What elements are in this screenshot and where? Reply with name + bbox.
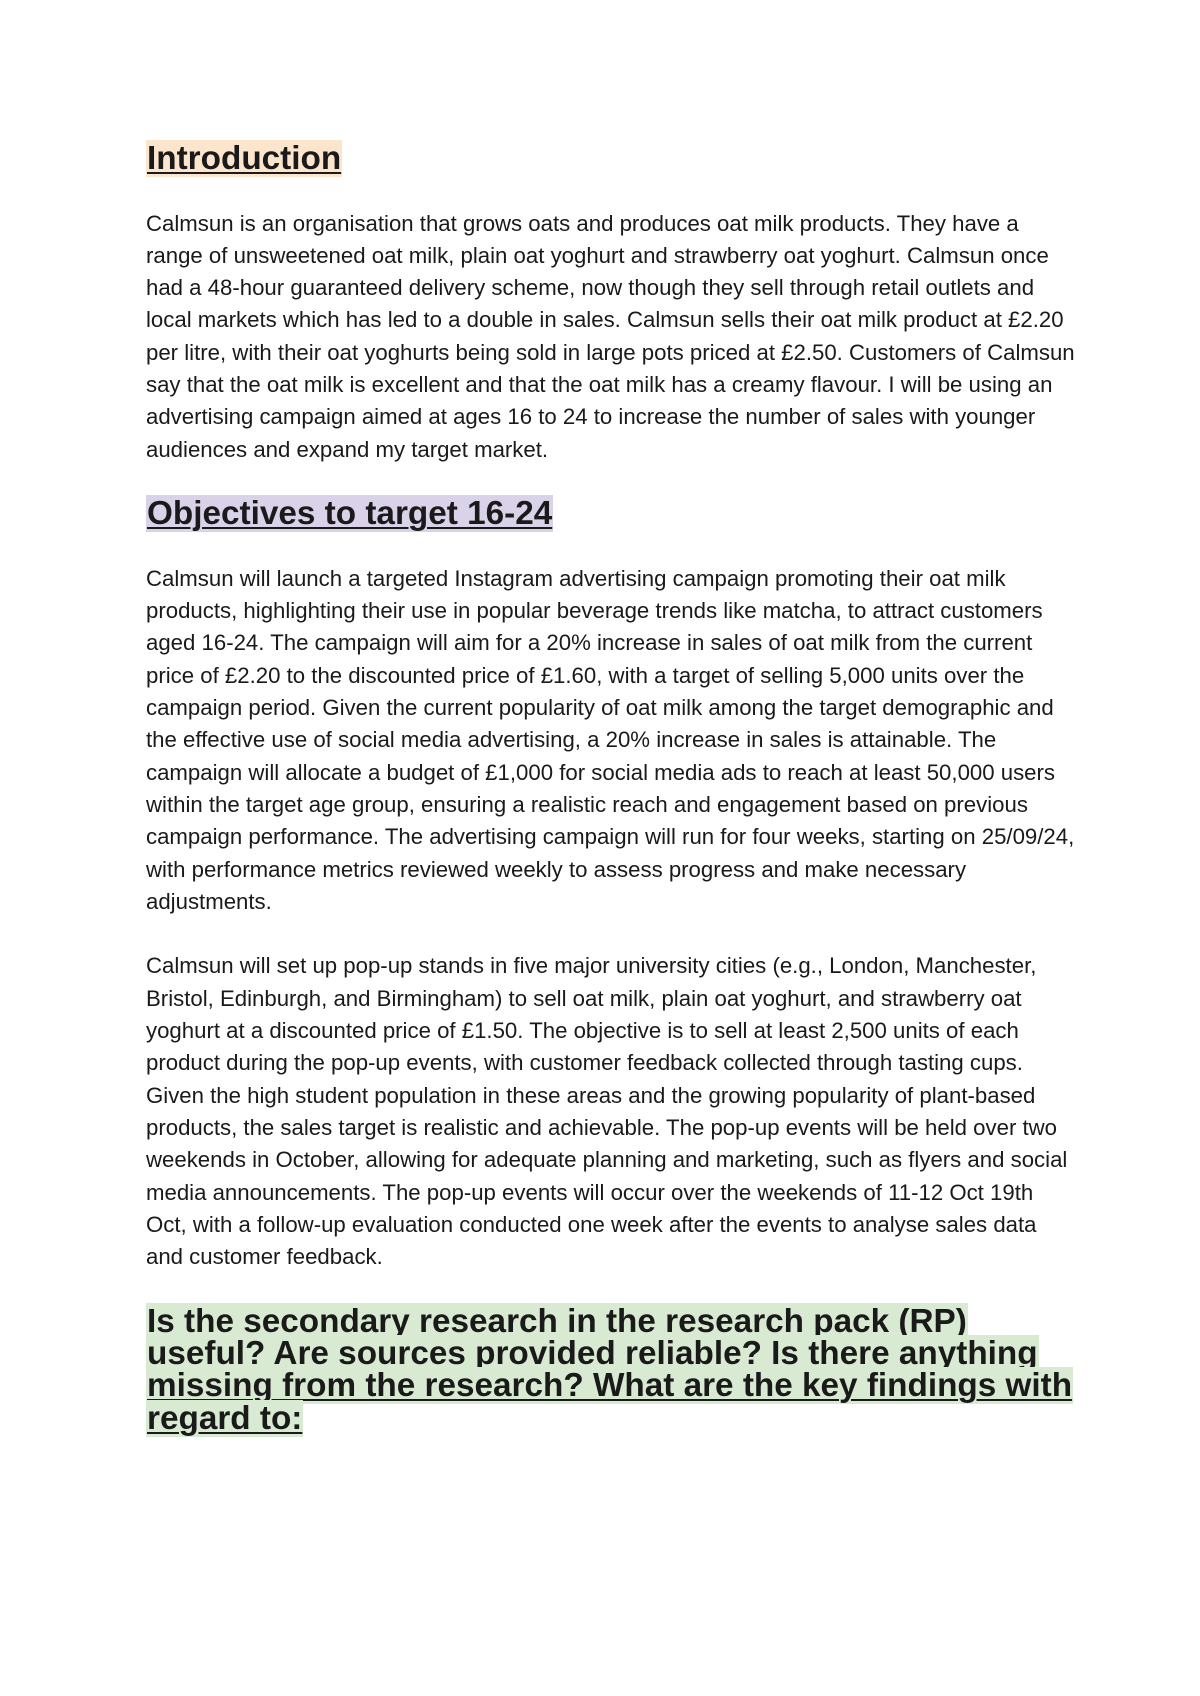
paragraph-introduction: Calmsun is an organisation that grows oats and produces oat milk products. They have a range of unsweetened oat milk, plain oat yoghurt and strawberry oat yoghurt. Calmsun once had a 48-hour guaranteed delivery scheme, now though they sell through retail outlets and local markets which has led to a double in sales. Calmsun sells their oat milk product at £2.20 per litre, with their oat yoghurts being sold in large pots priced at £2.50. Customers of Calmsun say that the oat milk is excellent and that the oat milk has a creamy flavour. I will be using an advertising campaign aimed at ages 16 to 24 to increase the number of sales with younger audiences and expand my target market. xyxy=(146,210,1075,462)
heading-introduction-text: Introduction xyxy=(147,140,342,177)
heading-objectives-text: Objectives to target 16-24 xyxy=(147,495,553,533)
paragraph-instagram-campaign: Calmsun will launch a targeted Instagram advertising campaign promoting their oat milk products, highlighting their use in popular beverage trends like matcha, to attract customers aged 16-24. The campaign will aim for a 20% increase in sales of oat milk from the current price of £2.20 to the discounted price of £1.60, with a target of selling 5,000 units over the campaign period. Given the current popularity of oat milk among the target demographic and the effective use of social media advertising, a 20% increase in sales is attainable. The campaign will allocate a budget of £1,000 for social media ads to reach at least 50,000 users within the target age group, ensuring a realistic reach and engagement based on previous campaign performance. The advertising campaign will run for four weeks, starting on 25/09/24, with performance metrics reviewed weekly to assess progress and make necessary adjustments. xyxy=(146,565,1075,914)
heading-secondary-research-text: Is the secondary research in the research pack (RP) useful? Are sources provided reliable? Is there anything missing from the research? What are the key findings with regard to: xyxy=(147,1302,1073,1437)
heading-introduction xyxy=(146,140,1076,177)
document-body xyxy=(146,140,1076,1437)
paragraph-popup-stands: Calmsun will set up pop-up stands in five major university cities (e.g., London, Manchester, Bristol, Edinburgh, and Birmingham) to sell oat milk, plain oat yoghurt, and strawberry oat yoghurt at a discounted price of £1.50. The objective is to sell at least 2,500 units of each product during the pop-up events, with customer feedback collected through tasting cups. Given the high student population in these areas and the growing popularity of plant-based products, the sales target is realistic and achievable. The pop-up events will be held over two weekends in October, allowing for adequate planning and marketing, such as flyers and social media announcements. The pop-up events will occur over the weekends of 11-12 Oct 19th Oct, with a follow-up evaluation conducted one week after the events to analyse sales data and customer feedback. xyxy=(146,953,1068,1270)
heading-secondary-research xyxy=(146,1302,1076,1437)
heading-objectives xyxy=(146,495,1076,533)
